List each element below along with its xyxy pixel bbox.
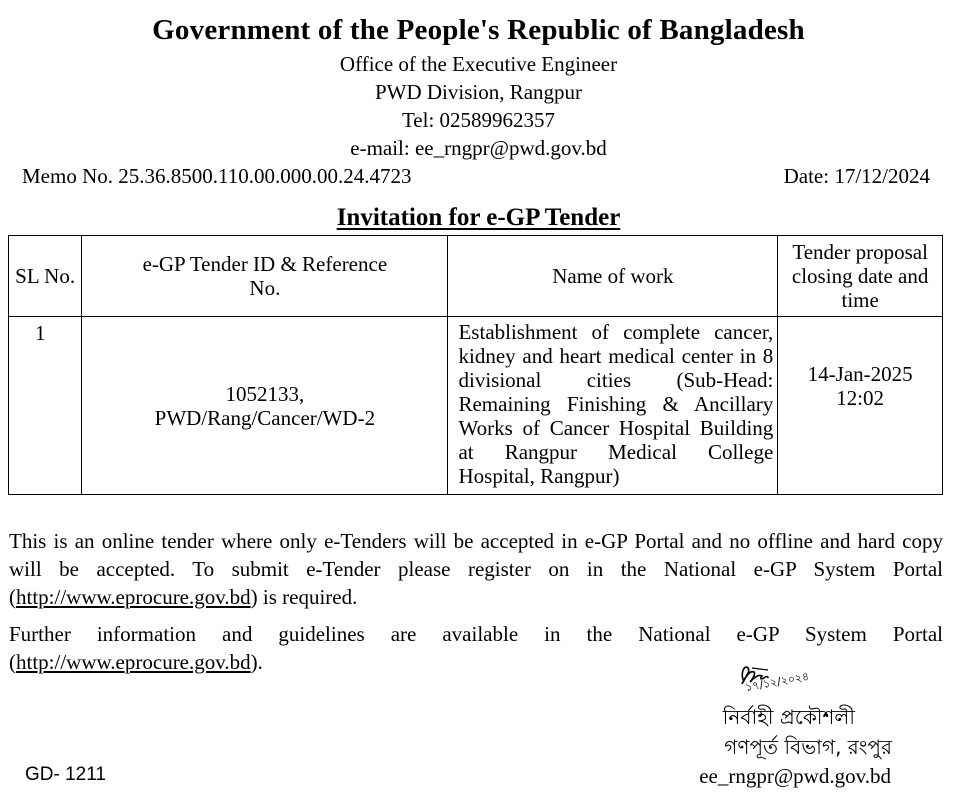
memo-number: Memo No. 25.36.8500.110.00.000.00.24.4723 — [22, 164, 412, 188]
header-tender-id: e-GP Tender ID & Reference No. — [82, 236, 448, 317]
signature-date: ১৭/১২/২০২৪ — [744, 669, 811, 694]
memo-date: Date: 17/12/2024 — [783, 164, 930, 188]
memo-row — [22, 164, 930, 189]
closing-date: 14-Jan-2025 — [807, 362, 913, 386]
signatory-email: ee_rngpr@pwd.gov.bd — [699, 764, 891, 788]
telephone: Tel: 02589962357 — [401, 108, 556, 132]
email-header: e-mail: ee_rngpr@pwd.gov.bd — [350, 136, 607, 160]
eprocure-link-2[interactable]: http://www.eprocure.gov.bd — [16, 650, 251, 674]
office-name: Office of the Executive Engineer — [339, 52, 618, 76]
signatory-designation: নির্বাহী প্রকৌশলী — [722, 705, 855, 729]
government-title: Government of the People's Republic of Bangladesh — [152, 14, 805, 46]
header-sl: SL No. — [9, 236, 82, 317]
row-closing — [778, 317, 943, 495]
tender-table — [8, 235, 943, 495]
division-name: PWD Division, Rangpur — [374, 80, 583, 104]
table-header-row — [9, 236, 943, 317]
row-work: Establishment of complete cancer, kidney and heart medical center in 8 divisional cities (Sub-Head: Remaining Finishing & Ancillary Works of Cancer Hospital Building at Rangpur Medical College Hospital, Rangpur) — [448, 317, 778, 495]
header-work: Name of work — [448, 236, 778, 317]
table-row — [9, 317, 943, 495]
row-tender-id — [82, 317, 448, 495]
further-info-paragraph: Further information and guidelines are available in the National e-GP System Portal (http://www.eprocure.gov.bd). — [9, 622, 943, 674]
tender-id: 1052133, — [225, 381, 305, 406]
gd-code: GD- 1211 — [25, 764, 106, 785]
page-title: Invitation for e-GP Tender — [336, 204, 621, 231]
handwritten-signature — [738, 660, 818, 694]
header-closing: Tender proposal closing date and time — [778, 236, 943, 317]
online-tender-paragraph: This is an online tender where only e-Tenders will be accepted in e-GP Portal and no offline and hard copy will be accepted. To submit e-Tender please register on in the National e-GP System Portal (http://www.eprocure.gov.bd) is required. — [9, 529, 943, 609]
closing-time: 12:02 — [836, 386, 885, 410]
signatory-office: গণপূর্ত বিভাগ, রংপুর — [724, 735, 892, 759]
eprocure-link[interactable]: http://www.eprocure.gov.bd — [16, 585, 251, 609]
tender-reference: PWD/Rang/Cancer/WD-2 — [154, 405, 376, 430]
row-sl: 1 — [9, 317, 82, 495]
